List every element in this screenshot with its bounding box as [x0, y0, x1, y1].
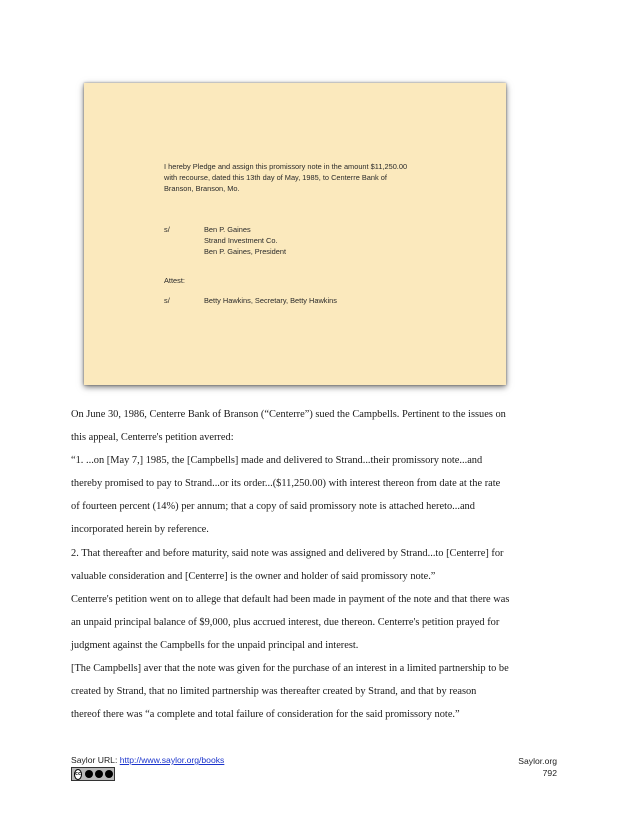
body-line: incorporated herein by reference.	[71, 524, 209, 536]
signer-name: Ben P. Gaines	[204, 225, 251, 234]
body-line: thereby promised to pay to Strand...or its order...($11,250.00) with interest thereon from date at the rate	[71, 478, 501, 490]
body-line: valuable consideration and [Centerre] is the owner and holder of said promissory note.”	[71, 570, 436, 582]
body-text	[71, 403, 561, 726]
pledge-line-1: I hereby Pledge and assign this promissory note in the amount $11,250.00	[164, 162, 408, 171]
signature-mark: s/	[164, 296, 170, 305]
footer-right	[518, 755, 557, 779]
body-line: [The Campbells] aver that the note was given for the purchase of an interest in a limited partnership to be	[71, 663, 509, 675]
signer-company: Strand Investment Co.	[204, 236, 278, 245]
pledge-card-image	[84, 83, 506, 385]
body-line: 2. That thereafter and before maturity, said note was assigned and delivered by Strand...to [Centerre] for	[71, 547, 504, 559]
attribution-icon	[85, 770, 93, 778]
body-line: created by Strand, that no limited partnership was thereafter created by Strand, and that by reason	[71, 686, 477, 698]
footer-url-label: Saylor URL:	[71, 755, 118, 765]
attest-label: Attest:	[164, 276, 185, 285]
cc-icon: cc	[74, 769, 82, 780]
body-line: On June 30, 1986, Centerre Bank of Branson (“Centerre”) sued the Campbells. Pertinent to the issues on	[71, 409, 506, 420]
footer-site: Saylor.org	[518, 756, 557, 766]
body-line: an unpaid principal balance of $9,000, plus accrued interest, due thereon. Centerre's petition prayed for	[71, 616, 500, 628]
body-line: this appeal, Centerre's petition averred:	[71, 432, 234, 444]
signature-mark: s/	[164, 225, 170, 234]
creative-commons-badge[interactable]	[71, 767, 115, 781]
page-number: 792	[542, 768, 557, 778]
saylor-books-link[interactable]: http://www.saylor.org/books	[119, 755, 225, 765]
footer-url	[71, 755, 224, 765]
body-line: Centerre's petition went on to allege that default had been made in payment of the note and that there was	[71, 593, 510, 605]
pledge-line-2: with recourse, dated this 13th day of May, 1985, to Centerre Bank of	[164, 173, 387, 182]
body-line: thereof there was “a complete and total failure of consideration for the said promissory note.”	[71, 709, 460, 721]
pledge-line-3: Branson, Branson, Mo.	[164, 184, 240, 193]
signature-row-2	[164, 295, 486, 306]
body-line: “1. ...on [May 7,] 1985, the [Campbells] made and delivered to Strand...their promissory note...and	[71, 455, 483, 467]
noncommercial-icon	[95, 770, 103, 778]
attest-signer: Betty Hawkins, Secretary, Betty Hawkins	[204, 296, 337, 305]
signature-row-1	[164, 224, 486, 235]
pledge-card-text	[164, 161, 486, 306]
sharealike-icon	[105, 770, 113, 778]
body-line: of fourteen percent (14%) per annum; that a copy of said promissory note is attached hereto...and	[71, 501, 475, 513]
signer-title: Ben P. Gaines, President	[204, 247, 287, 256]
body-line: judgment against the Campbells for the unpaid principal and interest.	[71, 639, 359, 651]
